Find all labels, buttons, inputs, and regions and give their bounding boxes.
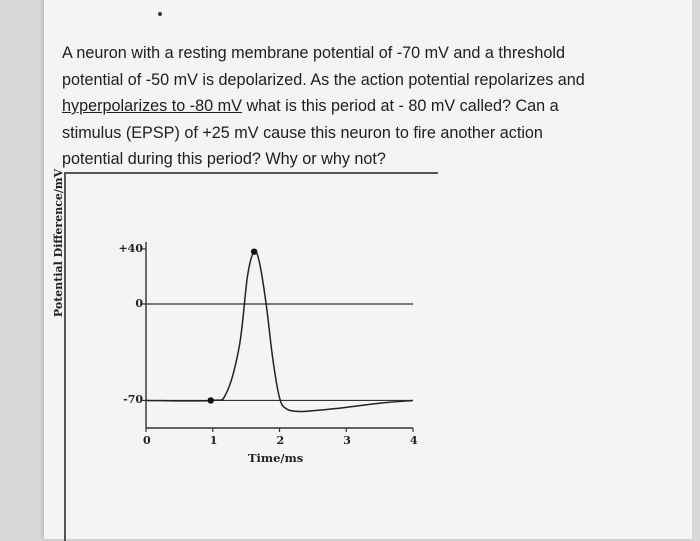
reference-lines bbox=[146, 304, 413, 400]
curve-marker-point bbox=[251, 248, 257, 254]
question-line-3-rest: what is this period at - 80 mV called? Can a bbox=[241, 97, 559, 115]
question-line-5: potential during this period? Why or why not? bbox=[62, 150, 386, 168]
y-tick-label: -70 bbox=[123, 393, 143, 407]
y-tick-label: +40 bbox=[118, 241, 143, 255]
potential-curve-line bbox=[146, 251, 413, 411]
question-line-1: A neuron with a resting membrane potential of -70 mV and a threshold bbox=[62, 44, 566, 62]
question-line-2: potential of -50 mV is depolarized. As the action potential repolarizes and bbox=[62, 70, 585, 89]
x-tick-label: 4 bbox=[410, 434, 418, 447]
x-tick-label: 0 bbox=[143, 434, 151, 447]
x-tick-label: 2 bbox=[276, 434, 285, 447]
x-axis-label: Time/ms bbox=[248, 451, 304, 465]
question-line-4: stimulus (EPSP) of +25 mV cause this neuron to fire another action bbox=[62, 123, 543, 142]
underlined-phrase: hyperpolarizes to -80 mV bbox=[62, 97, 242, 115]
potential-curve bbox=[146, 251, 413, 411]
x-tick-label: 1 bbox=[209, 434, 218, 447]
curve-markers bbox=[208, 248, 258, 403]
y-tick-label: 0 bbox=[135, 297, 143, 310]
y-axis-label: Potential Difference/mV bbox=[52, 168, 65, 318]
x-tick-label: 3 bbox=[343, 434, 351, 447]
curve-marker-point bbox=[208, 397, 214, 403]
